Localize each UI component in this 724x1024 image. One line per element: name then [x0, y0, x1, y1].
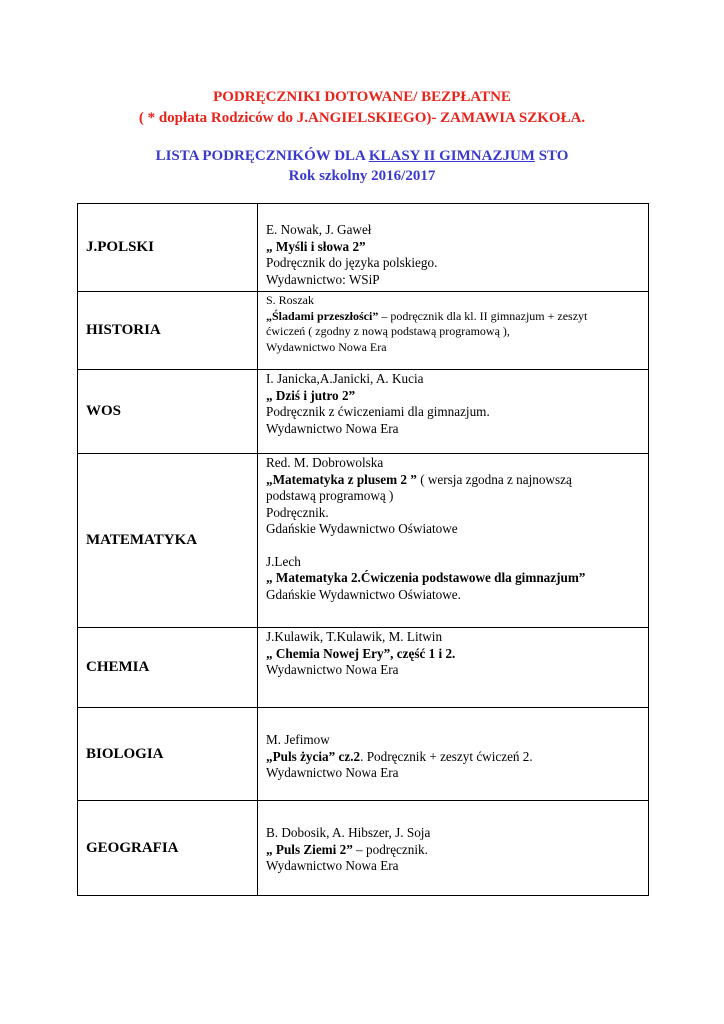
book-title: „ Dziś i jutro 2”: [266, 387, 356, 403]
subject-cell: WOS: [78, 370, 258, 454]
details-cell: [258, 454, 649, 628]
book-title-rest: . Podręcznik + zeszyt ćwiczeń 2.: [360, 748, 533, 764]
authors: J.Kulawik, T.Kulawik, M. Litwin: [266, 629, 443, 644]
publisher: Wydawnictwo Nowa Era: [266, 662, 399, 677]
header-note: ( * dopłata Rodziców do J.ANGIELSKIEGO)- ZAMAWIA SZKOŁA.: [138, 110, 586, 126]
publisher-2: Gdańskie Wydawnictwo Oświatowe.: [266, 586, 461, 602]
authors: I. Janicka,A.Janicki, A. Kucia: [266, 371, 424, 386]
book-title: „Puls życia” cz.2: [266, 748, 361, 764]
authors: Red. M. Dobrowolska: [266, 455, 384, 470]
subject-cell: HISTORIA: [78, 292, 258, 370]
description: podstawą programową ): [266, 488, 394, 503]
book-title: „ Myśli i słowa 2”: [266, 238, 366, 254]
textbook-table: [77, 203, 649, 896]
list-title: [0, 146, 724, 166]
publisher: Wydawnictwo Nowa Era: [266, 858, 399, 873]
table-row: [78, 292, 649, 370]
table-row: [78, 708, 649, 801]
table-row: [78, 628, 649, 708]
school-year: Rok szkolny 2016/2017: [288, 168, 436, 184]
book-title-rest: – podręcznik.: [352, 841, 428, 857]
book-title: „ Chemia Nowej Ery”, część 1 i 2.: [266, 645, 456, 661]
publisher: Wydawnictwo Nowa Era: [266, 765, 399, 780]
authors-2: J.Lech: [266, 553, 301, 569]
subject-cell: MATEMATYKA: [78, 454, 258, 628]
details-cell: [258, 801, 649, 896]
publisher: Wydawnictwo Nowa Era: [266, 420, 399, 436]
header-title: PODRĘCZNIKI DOTOWANE/ BEZPŁATNE: [213, 89, 511, 105]
table-row: [78, 454, 649, 628]
table-row: [78, 801, 649, 896]
details-cell: [258, 370, 649, 454]
book-title: „Śladami przeszłości”: [266, 308, 379, 323]
list-title-suffix: STO: [534, 148, 569, 164]
book-title-2: „ Matematyka 2.Ćwiczenia podstawowe dla gimnazjum”: [266, 570, 586, 585]
description: Podręcznik do języka polskiego.: [266, 255, 438, 270]
description-2: Podręcznik.: [266, 504, 329, 520]
book-title: „ Puls Ziemi 2”: [266, 841, 353, 857]
publisher: Gdańskie Wydawnictwo Oświatowe: [266, 521, 458, 536]
subject-cell: GEOGRAFIA: [78, 801, 258, 896]
details-cell: [258, 204, 649, 292]
subject-cell: BIOLOGIA: [78, 708, 258, 801]
subject-cell: CHEMIA: [78, 628, 258, 708]
table-row: [78, 370, 649, 454]
details-cell: [258, 708, 649, 801]
details-cell: [258, 292, 649, 370]
details-cell: [258, 628, 649, 708]
book-title-rest: ( wersja zgodna z najnowszą: [416, 471, 572, 487]
authors: B. Dobosik, A. Hibszer, J. Soja: [266, 825, 431, 840]
list-title-prefix: LISTA PODRĘCZNIKÓW DLA: [155, 148, 369, 164]
authors: S. Roszak: [266, 293, 314, 307]
publisher: Wydawnictwo Nowa Era: [266, 339, 387, 354]
authors: M. Jefimow: [266, 732, 330, 747]
description: ćwiczeń ( zgodny z nową podstawą programową ),: [266, 324, 510, 338]
book-title: „Matematyka z plusem 2 ”: [266, 471, 417, 487]
authors: E. Nowak, J. Gaweł: [266, 222, 372, 237]
book-title-rest: – podręcznik dla kl. II gimnazjum + zeszyt: [378, 308, 588, 323]
list-title-class: KLASY II GIMNAZJUM: [368, 148, 535, 164]
table-row: [78, 204, 649, 292]
publisher: Wydawnictwo: WSiP: [266, 271, 380, 287]
description: Podręcznik z ćwiczeniami dla gimnazjum.: [266, 404, 490, 419]
subject-cell: J.POLSKI: [78, 204, 258, 292]
